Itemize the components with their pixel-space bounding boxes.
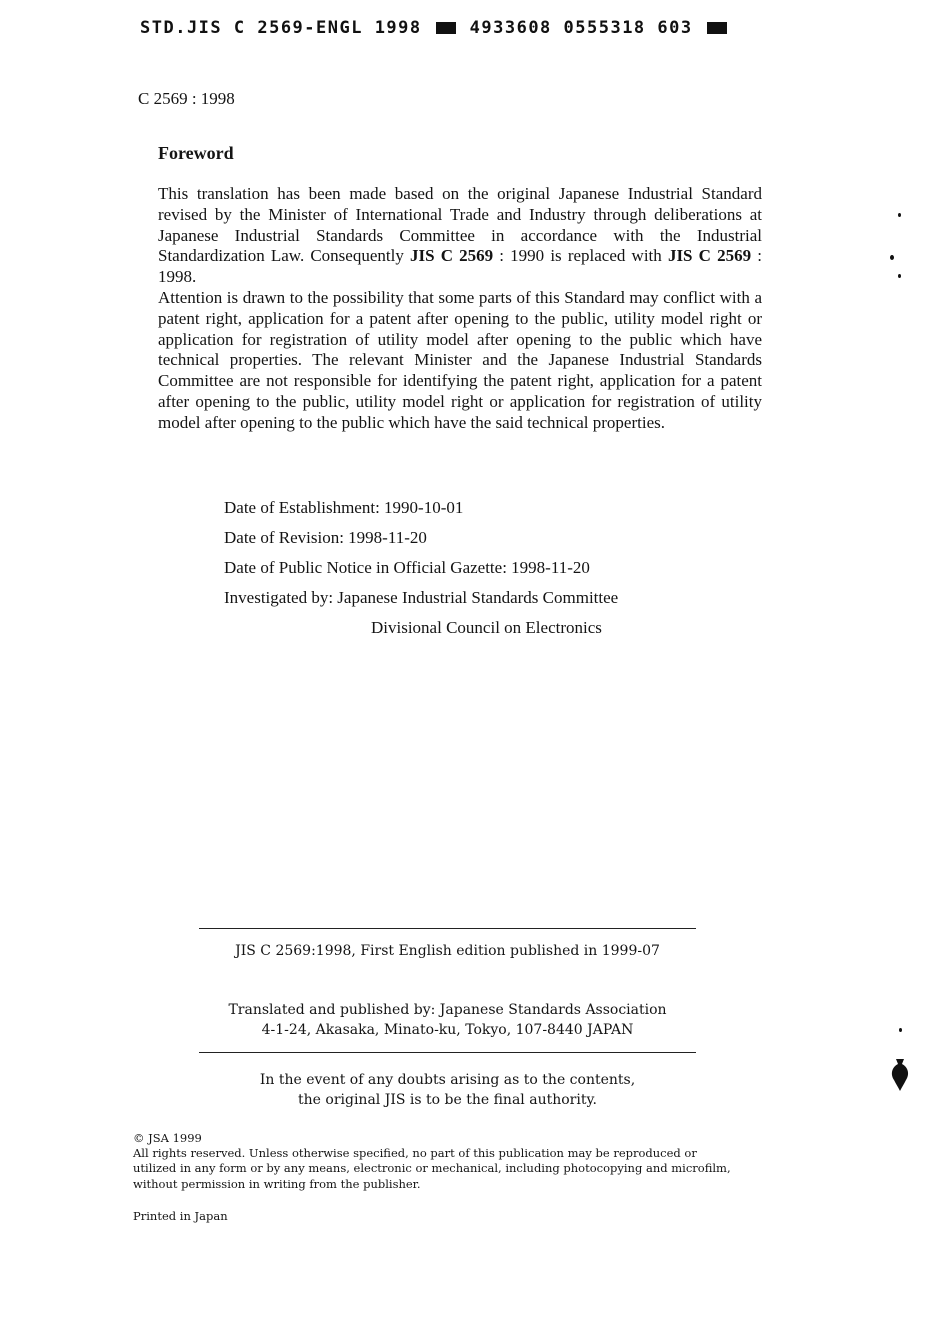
authority-line-1: In the event of any doubts arising as to the contents,	[259, 1072, 636, 1088]
para1-text-a: This translation has been made based on the original Japanese Industrial Standard revised by the Minister of International Trade and Industry through deliberations at Japanese Industrial Standards Committee in accordance with the Industrial Standardization Law. Consequently	[158, 184, 762, 266]
date-public-notice: Date of Public Notice in Official Gazette: 1998-11-20	[224, 558, 590, 577]
edition-note: JIS C 2569:1998, First English edition published in 1999-07	[235, 943, 660, 959]
document-stamp	[140, 18, 727, 38]
rights-line-3: without permission in writing from the publisher.	[133, 1176, 421, 1191]
foreword-title: Foreword	[158, 143, 234, 163]
stamp-block-mark	[436, 22, 456, 34]
divider-bottom	[199, 1052, 696, 1053]
divisional-council: Divisional Council on Electronics	[371, 618, 602, 637]
copyright-line: © JSA 1999	[133, 1131, 202, 1145]
authority-line-2: the original JIS is to be the final authority.	[298, 1092, 597, 1108]
document-number: C 2569 : 1998	[138, 89, 235, 108]
rights-line-2: utilized in any form or by any means, electronic or mechanical, including photocopying and microfilm,	[133, 1161, 731, 1176]
para1-std-old: JIS C 2569	[410, 246, 494, 266]
margin-speck	[890, 255, 894, 260]
date-establishment: Date of Establishment: 1990-10-01	[224, 498, 464, 517]
para1-std-new: JIS C 2569	[667, 246, 752, 266]
investigated-by: Investigated by: Japanese Industrial Standards Committee	[224, 588, 619, 607]
margin-speck	[898, 213, 901, 217]
publisher-address: 4-1-24, Akasaka, Minato-ku, Tokyo, 107-8440 JAPAN	[261, 1022, 634, 1038]
para1-text-c: : 1998.	[158, 246, 762, 287]
margin-ink-mark	[888, 1058, 912, 1092]
date-revision: Date of Revision: 1998-11-20	[224, 528, 427, 547]
publisher-block	[199, 1000, 696, 1040]
dates-block	[224, 496, 618, 646]
publisher-line-1: Translated and published by: Japanese Standards Association	[228, 1002, 667, 1018]
margin-speck	[898, 274, 901, 278]
printed-in: Printed in Japan	[133, 1209, 228, 1223]
stamp-left-text: STD.JIS C 2569-ENGL 1998	[140, 18, 422, 38]
stamp-block-mark-end	[707, 22, 727, 34]
foreword-paragraph-1	[158, 184, 762, 288]
para1-text-b: : 1990 is replaced with	[493, 246, 668, 266]
stamp-right-text: 4933608 0555318 603	[469, 18, 693, 38]
margin-speck	[899, 1028, 902, 1032]
rights-line-1: All rights reserved. Unless otherwise specified, no part of this publication may be reproduced or	[133, 1146, 697, 1161]
divider-top	[199, 928, 696, 929]
authority-note	[199, 1070, 696, 1110]
foreword-paragraph-2: Attention is drawn to the possibility that some parts of this Standard may conflict with a patent right, application for a patent after opening to the public, utility model right or application for registration of utility model after opening to the public which have technical properties. The relevant Minister and the Japanese Industrial Standards Committee are not responsible for identifying the patent right, application for a patent after opening to the public, utility model right or application for registration of utility model after opening to the public which have the said technical properties.	[158, 288, 762, 432]
copyright-block	[133, 1131, 773, 1192]
